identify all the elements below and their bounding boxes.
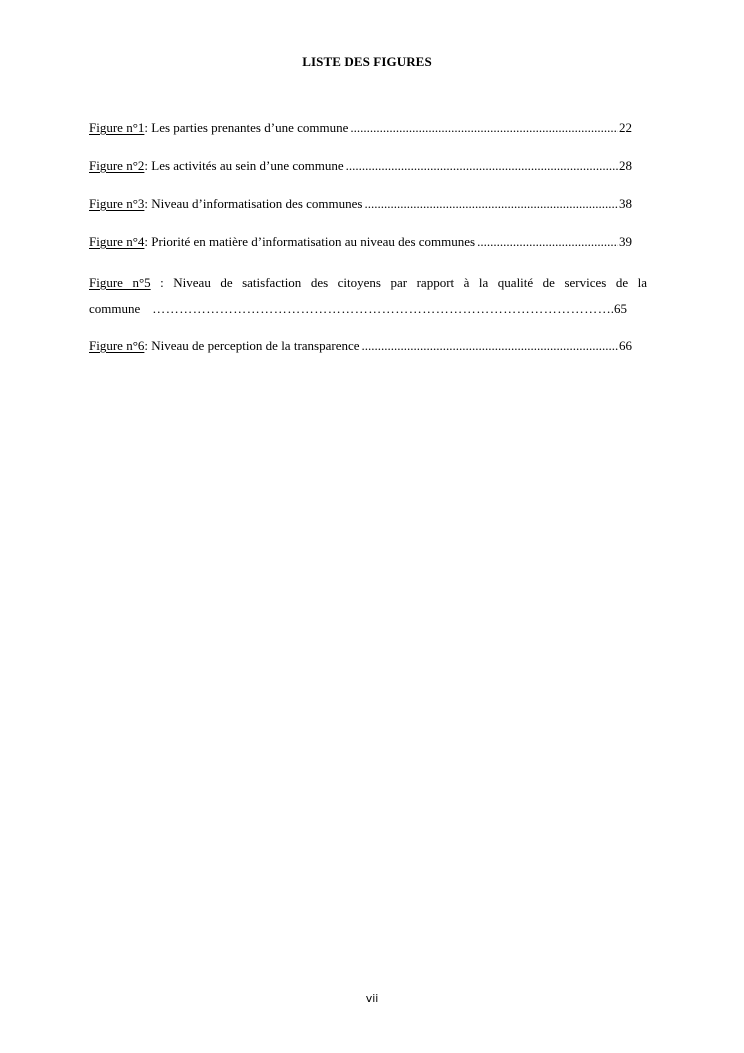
- list-item: [89, 336, 647, 356]
- list-item: [89, 156, 647, 176]
- figure-link[interactable]: Figure n°2: [89, 158, 145, 173]
- figure-link[interactable]: Figure n°4: [89, 234, 145, 249]
- dot-leader: [346, 156, 618, 176]
- page-reference: 28: [619, 158, 632, 173]
- figure-caption: : Priorité en matière d’informatisation au niveau des communes: [144, 234, 476, 249]
- figure-caption: : Les parties prenantes d’une commune: [144, 120, 349, 135]
- dot-leader: [350, 118, 618, 138]
- page-reference: 38: [619, 196, 632, 211]
- figure-caption: : Niveau de satisfaction des citoyens par rapport à la qualité de services de la: [150, 275, 647, 290]
- dot-leader: [362, 336, 618, 356]
- dot-leader: [364, 194, 618, 214]
- list-item: [89, 270, 647, 322]
- dot-leader: [477, 232, 618, 252]
- page-reference: 66: [619, 338, 632, 353]
- page-title: LISTE DES FIGURES: [302, 54, 432, 69]
- figure-list: [89, 118, 647, 356]
- figure-link[interactable]: Figure n°3: [89, 196, 145, 211]
- figure-link[interactable]: Figure n°6: [89, 338, 145, 353]
- figure-link[interactable]: Figure n°1: [89, 120, 145, 135]
- list-item: [89, 194, 647, 214]
- figure-caption: : Niveau de perception de la transparence: [144, 338, 360, 353]
- figure-caption: : Niveau d’informatisation des communes: [144, 196, 363, 211]
- list-item-line: [89, 296, 627, 322]
- figure-link[interactable]: Figure n°5: [89, 275, 151, 290]
- page-reference: 39: [619, 234, 632, 249]
- figure-caption: : Les activités au sein d’une commune: [144, 158, 344, 173]
- list-item: [89, 118, 647, 138]
- page-number: vii: [365, 992, 379, 1005]
- list-item-line: [89, 270, 647, 296]
- list-item: [89, 232, 647, 252]
- figure-caption-continued: commune: [89, 301, 141, 316]
- dot-leader: [152, 296, 610, 322]
- page-reference: .65: [610, 301, 627, 316]
- page-reference: 22: [619, 120, 632, 135]
